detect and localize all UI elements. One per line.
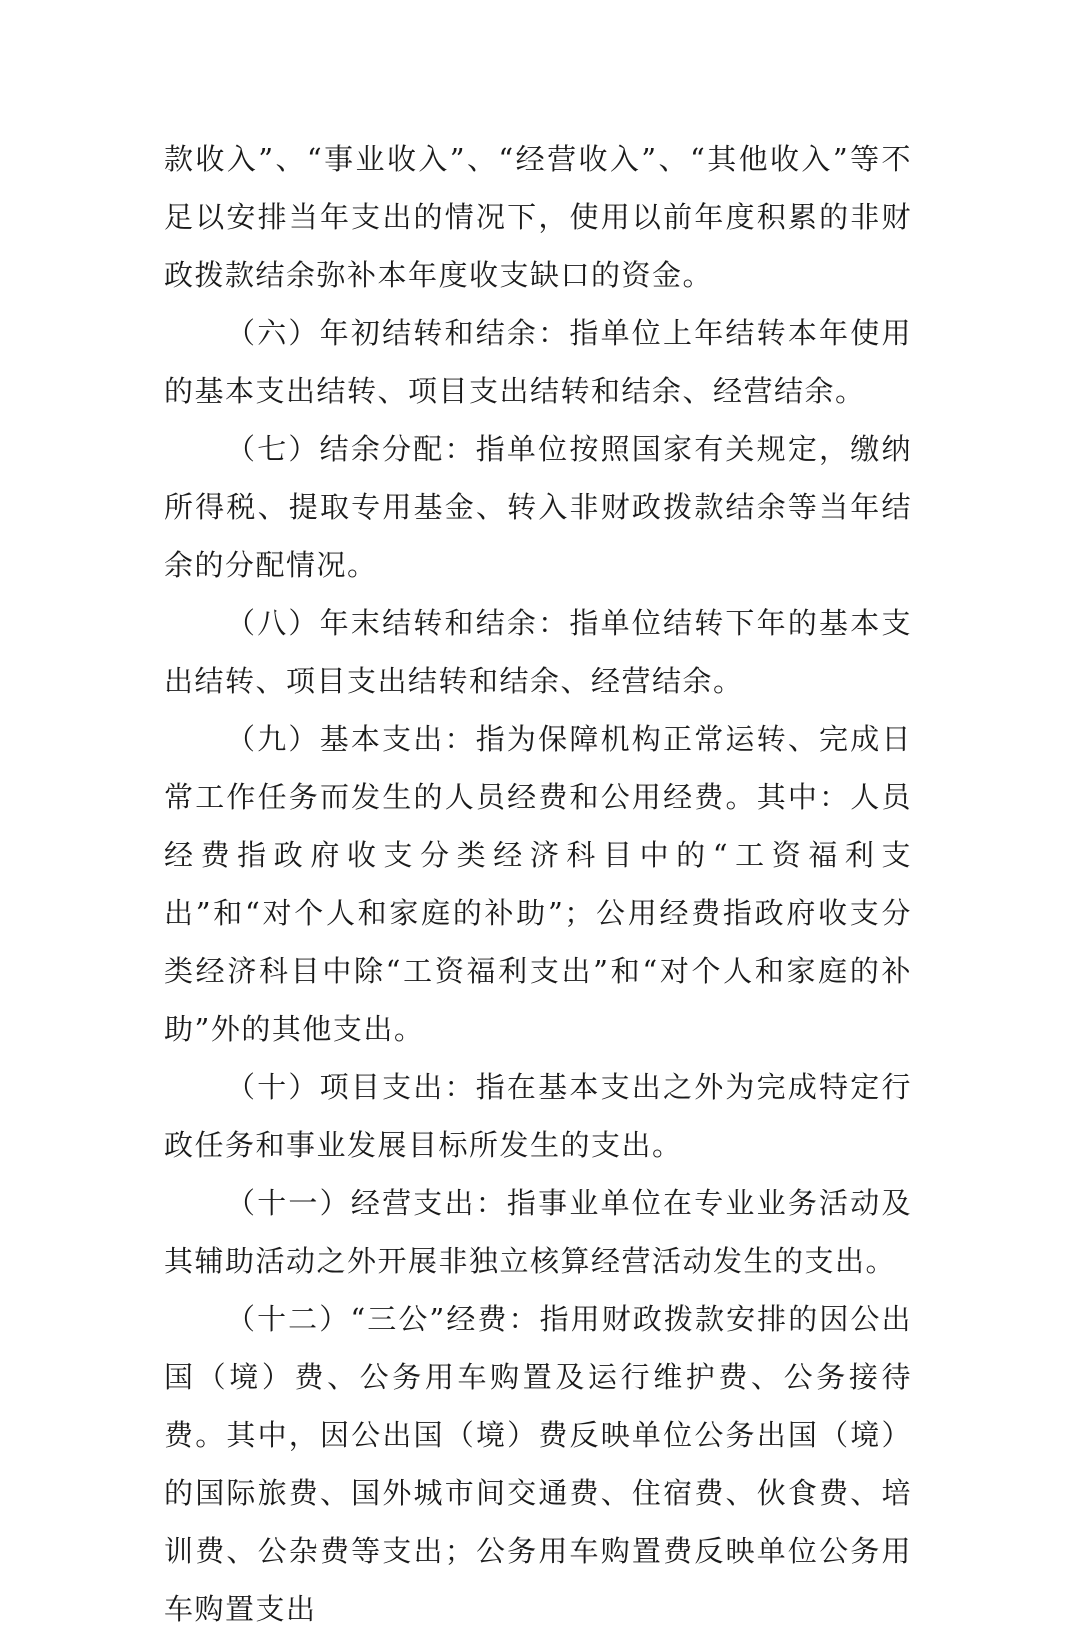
paragraph-item-6: （六）年初结转和结余：指单位上年结转本年使用的基本支出结转、项目支出结转和结余、经营结余。	[164, 316, 912, 408]
paragraph-item-7: （七）结余分配：指单位按照国家有关规定，缴纳所得税、提取专用基金、转入非财政拨款结余等当年结余的分配情况。	[164, 432, 912, 582]
paragraph-item-8: （八）年末结转和结余：指单位结转下年的基本支出结转、项目支出结转和结余、经营结余。	[164, 606, 912, 698]
paragraph-item-10: （十）项目支出：指在基本支出之外为完成特定行政任务和事业发展目标所发生的支出。	[164, 1070, 912, 1162]
paragraph-item-11: （十一）经营支出：指事业单位在专业业务活动及其辅助活动之外开展非独立核算经营活动发生的支出。	[164, 1186, 912, 1278]
document-body	[164, 130, 912, 1638]
paragraph-item-12: （十二）“三公”经费：指用财政拨款安排的因公出国（境）费、公务用车购置及运行维护费、公务接待费。其中，因公出国（境）费反映单位公务出国（境）的国际旅费、国外城市间交通费、住宿费、伙食费、培训费、公杂费等支出；公务用车购置费反映单位公务用车购置支出	[164, 1302, 912, 1626]
paragraph-continuation: 款收入”、“事业收入”、“经营收入”、“其他收入”等不足以安排当年支出的情况下，使用以前年度积累的非财政拨款结余弥补本年度收支缺口的资金。	[164, 142, 912, 292]
paragraph-item-9: （九）基本支出：指为保障机构正常运转、完成日常工作任务而发生的人员经费和公用经费。其中：人员经费指政府收支分类经济科目中的“工资福利支出”和“对个人和家庭的补助”；公用经费指政府收支分类经济科目中除“工资福利支出”和“对个人和家庭的补助”外的其他支出。	[164, 722, 912, 1046]
